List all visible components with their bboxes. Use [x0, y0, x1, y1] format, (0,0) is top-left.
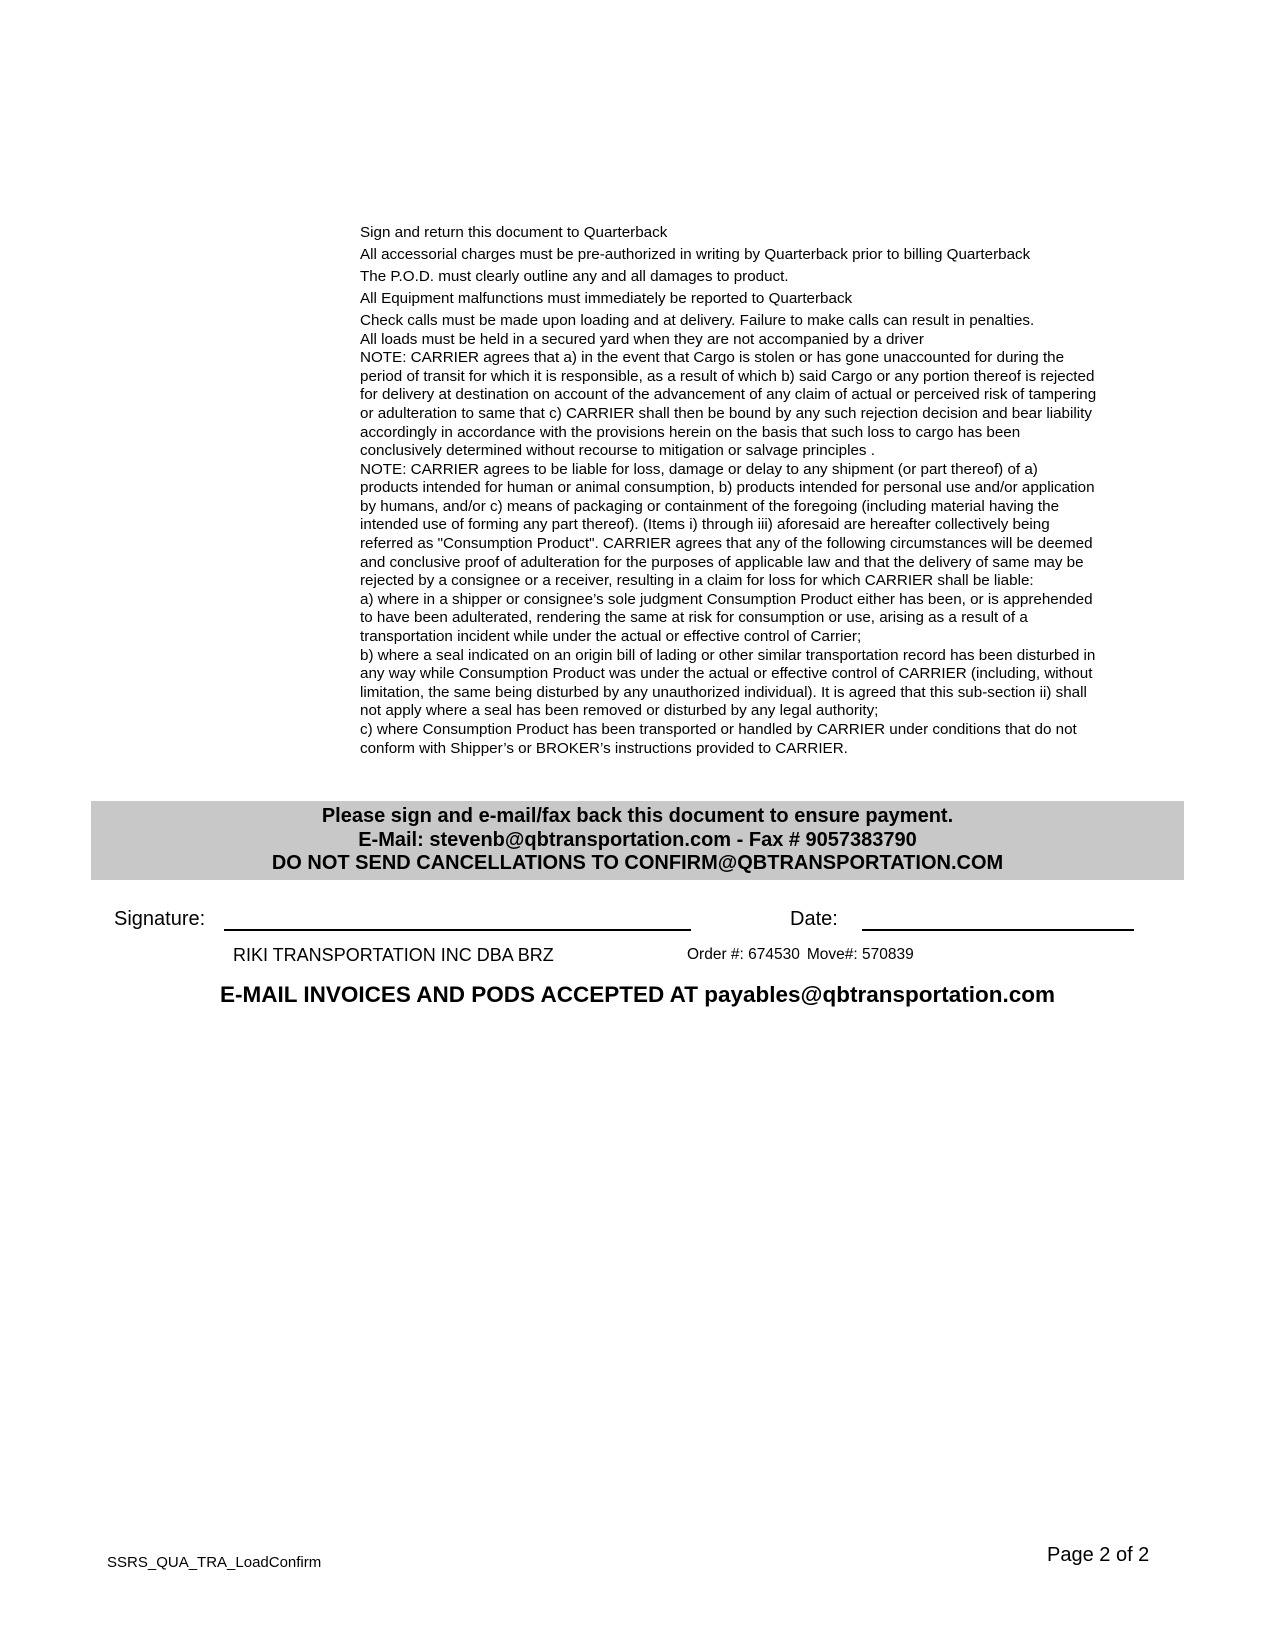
banner-contact-info: E-Mail: stevenb@qbtransportation.com - Fax # 9057383790 — [358, 828, 917, 851]
term-line: not apply where a seal has been removed or disturbed by any legal authority; — [360, 702, 879, 720]
term-line: or adulteration to same that c) CARRIER shall then be bound by any such rejection decision and bear liability — [360, 404, 1092, 422]
term-line: and conclusive proof of adulteration for the purposes of applicable law and that the delivery of same may be — [360, 553, 1084, 571]
term-line: rejected by a consignee or a receiver, resulting in a claim for loss for which CARRIER shall be liable: — [360, 572, 1034, 590]
term-line: b) where a seal indicated on an origin bill of lading or other similar transportation record has been disturbed in — [360, 646, 1096, 664]
signature-label: Signature: — [114, 908, 206, 930]
term-line: transportation incident while under the actual or effective control of Carrier; — [360, 628, 862, 646]
banner-cancellation-warning: DO NOT SEND CANCELLATIONS TO CONFIRM@QBTRANSPORTATION.COM — [271, 852, 1004, 874]
term-line: All Equipment malfunctions must immediately be reported to Quarterback — [360, 289, 853, 307]
term-line: products intended for human or animal consumption, b) products intended for personal use and/or application — [360, 479, 1095, 497]
carrier-name: RIKI TRANSPORTATION INC DBA BRZ — [233, 945, 554, 965]
date-label: Date: — [790, 908, 838, 930]
page-number: Page 2 of 2 — [1047, 1544, 1150, 1566]
term-line: to have been adulterated, rendering the same at risk for consumption or use, arising as a result of a — [360, 609, 1028, 627]
signature-line[interactable] — [224, 929, 691, 931]
report-name: SSRS_QUA_TRA_LoadConfirm — [107, 1554, 322, 1571]
term-line: Check calls must be made upon loading and at delivery. Failure to make calls can result in penalties. — [360, 311, 1035, 329]
term-line: NOTE: CARRIER agrees that a) in the event that Cargo is stolen or has gone unaccounted for during the — [360, 349, 1065, 367]
date-line[interactable] — [862, 929, 1134, 931]
term-line: accordingly in accordance with the provisions herein on the basis that such loss to cargo has been — [360, 423, 1021, 441]
order-info — [687, 946, 914, 964]
term-line: All accessorial charges must be pre-authorized in writing by Quarterback prior to billing Quarterback — [360, 245, 1031, 263]
invoice-email-notice: E-MAIL INVOICES AND PODS ACCEPTED AT payables@qbtransportation.com — [220, 982, 1055, 1007]
term-line: conform with Shipper’s or BROKER’s instructions provided to CARRIER. — [360, 739, 848, 757]
move-number: Move#: 570839 — [806, 946, 914, 963]
term-line: Sign and return this document to Quarterback — [360, 224, 668, 241]
term-line: period of transit for which it is responsible, as a result of which b) said Cargo or any portion thereof is rejected — [360, 367, 1095, 385]
term-line: NOTE: CARRIER agrees to be liable for loss, damage or delay to any shipment (or part thereof) of a) — [360, 460, 1038, 478]
term-line: for delivery at destination on account of the advancement of any claim of actual or perceived risk of tampering — [360, 386, 1097, 404]
term-line: conclusively determined without recourse to mitigation or salvage principles . — [360, 442, 875, 460]
term-line: All loads must be held in a secured yard when they are not accompanied by a driver — [360, 330, 924, 348]
term-line: The P.O.D. must clearly outline any and all damages to product. — [360, 267, 789, 285]
term-line: limitation, the same being disturbed by any unauthorized individual). It is agreed that this sub-section ii) shall — [360, 683, 1087, 701]
order-number: Order #: 674530 — [687, 946, 800, 963]
term-line: by humans, and/or c) means of packaging or containment of the foregoing (including material having the — [360, 497, 1060, 515]
payment-instructions-banner — [91, 801, 1184, 880]
terms-and-conditions — [360, 224, 1185, 758]
term-line: intended use of forming any part thereof). (Items i) through iii) aforesaid are hereafter collectively being — [360, 516, 1050, 534]
banner-sign-instruction: Please sign and e-mail/fax back this document to ensure payment. — [321, 805, 954, 827]
term-line: any way while Consumption Product was under the actual or effective control of CARRIER (including, without — [360, 665, 1093, 683]
term-line: c) where Consumption Product has been transported or handled by CARRIER under conditions that do not — [360, 721, 1077, 738]
term-line: a) where in a shipper or consignee’s sole judgment Consumption Product either has been, or is apprehended — [360, 590, 1093, 608]
term-line: referred as "Consumption Product". CARRIER agrees that any of the following circumstances will be deemed — [360, 535, 1093, 553]
